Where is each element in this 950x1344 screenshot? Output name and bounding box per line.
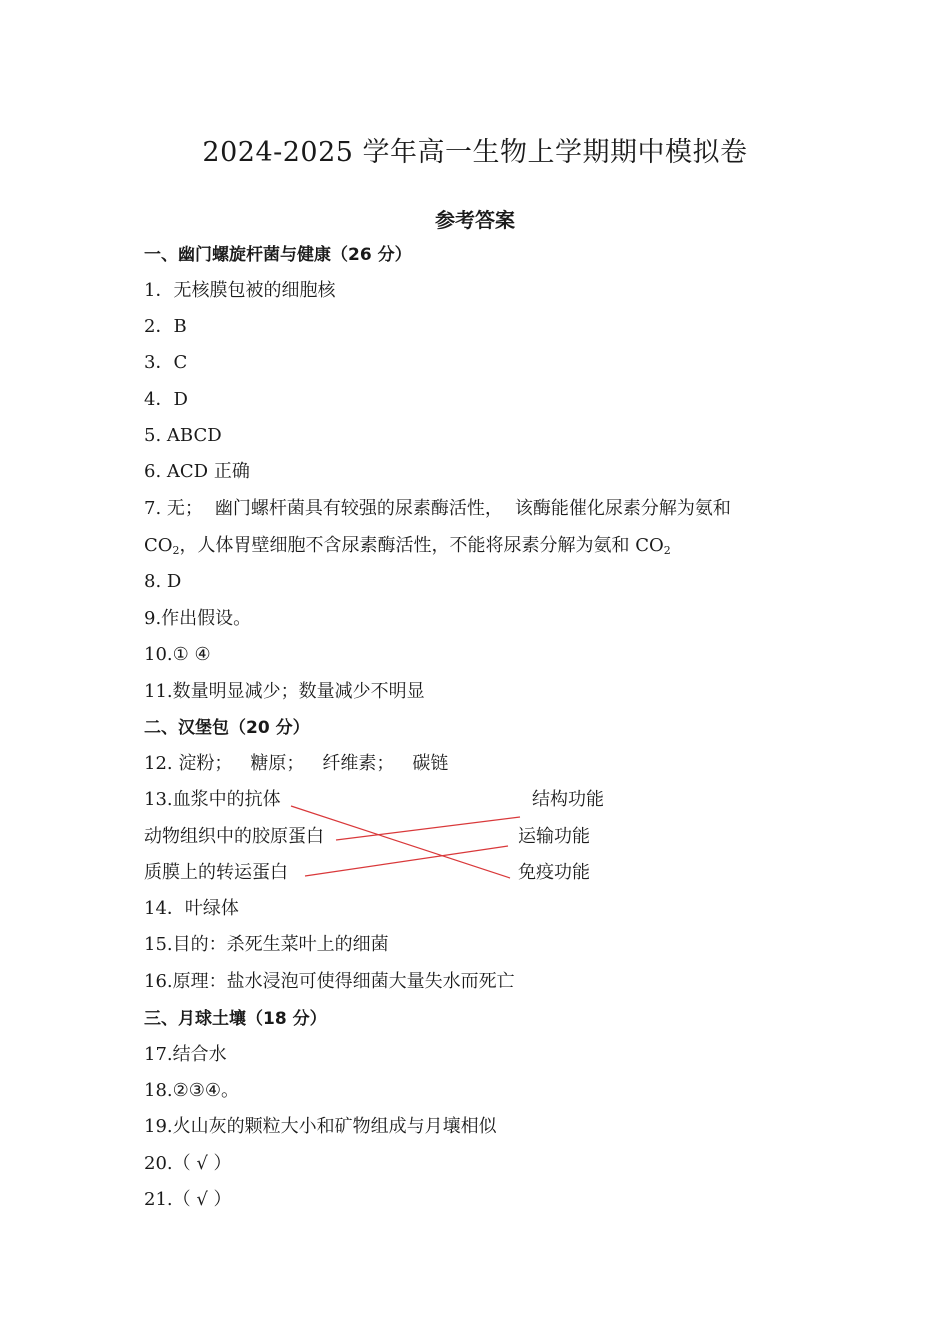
section-1-heading: 一、幽门螺旋杆菌与健康（26 分） (144, 245, 412, 265)
match-left-3: 质膜上的转运蛋白 (144, 862, 288, 883)
document-title: 2024-2025 学年高一生物上学期期中模拟卷 (202, 137, 748, 168)
match-right-1: 结构功能 (532, 789, 604, 810)
q7-subscript-1: 2 (172, 544, 180, 557)
answer-q15: 15.目的：杀死生菜叶上的细菌 (144, 934, 389, 955)
answer-q2: 2．B (144, 316, 187, 337)
answer-q21: 21.（ √ ） (144, 1189, 232, 1210)
q7-part1: 7. 无； (144, 498, 203, 519)
answer-q11: 11.数量明显减少；数量减少不明显 (144, 681, 425, 702)
answer-q18: 18.②③④。 (144, 1080, 240, 1101)
answer-key-subtitle: 参考答案 (435, 208, 515, 232)
answer-q1: 1．无核膜包被的细胞核 (144, 280, 336, 301)
match-line-transporter-transport (305, 846, 508, 876)
section-3-heading: 三、月球土壤（18 分） (144, 1009, 327, 1029)
match-right-2: 运输功能 (518, 826, 590, 847)
answer-q17: 17.结合水 (144, 1044, 227, 1065)
q12-answer-3: 纤维素； (322, 753, 395, 774)
answer-q8: 8. D (144, 571, 182, 592)
q12-answer-2: 糖原； (250, 753, 305, 774)
q7-part2: 幽门螺杆菌具有较强的尿素酶活性， (214, 498, 503, 519)
answer-q16: 16.原理：盐水浸泡可使得细菌大量失水而死亡 (144, 971, 515, 992)
answer-q3: 3．C (144, 352, 188, 373)
answer-q10: 10.① ④ (144, 644, 211, 665)
answer-q4: 4．D (144, 389, 188, 410)
answer-q14: 14．叶绿体 (144, 898, 239, 919)
answer-q19: 19.火山灰的颗粒大小和矿物组成与月壤相似 (144, 1116, 497, 1137)
match-left-2: 动物组织中的胶原蛋白 (144, 826, 324, 847)
q7-subscript-2: 2 (663, 544, 671, 557)
answer-q5: 5. ABCD (144, 425, 222, 446)
match-left-1: 13.血浆中的抗体 (144, 789, 281, 810)
answer-q6: 6. ACD 正确 (144, 461, 250, 482)
q12-answer-4: 碳链 (412, 753, 449, 774)
answer-q9: 9.作出假设。 (144, 608, 252, 629)
q12-prefix: 12. 淀粉； (144, 753, 233, 774)
section-2-heading: 二、汉堡包（20 分） (144, 718, 310, 738)
q7-co: CO (144, 535, 173, 556)
q7-part3: 该酶能催化尿素分解为氨和 (514, 498, 731, 519)
q7-middle: ，人体胃壁细胞不含尿素酶活性，不能将尿素分解为氨和 CO (179, 535, 664, 556)
answer-q20: 20.（ √ ） (144, 1153, 232, 1174)
match-line-antibody-immune (291, 806, 510, 878)
match-line-collagen-structure (336, 817, 520, 840)
match-right-3: 免疫功能 (518, 862, 590, 883)
